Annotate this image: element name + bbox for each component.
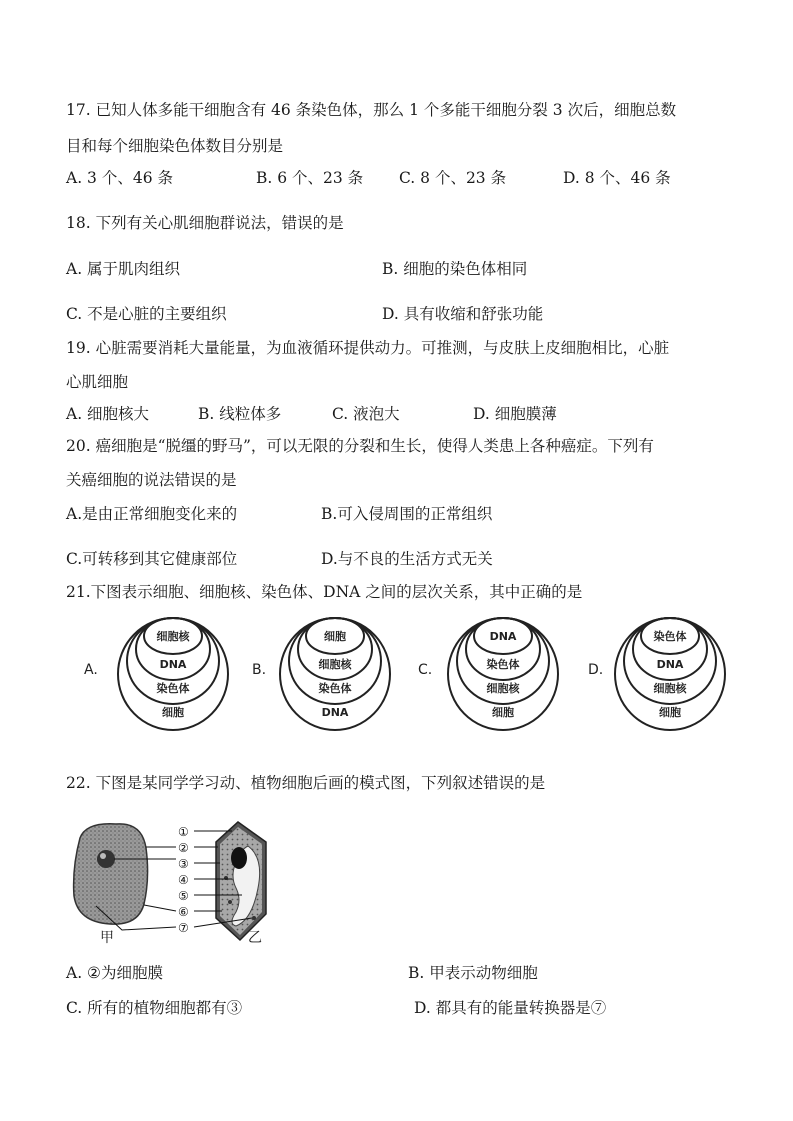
label-2: ②	[178, 841, 189, 855]
diagram-c	[418, 618, 558, 730]
q19-stem-line1: 19. 心脏需要消耗大量能量，为血液循环提供动力。可推测，与皮肤上皮细胞相比，心脏	[66, 339, 670, 357]
q18-option-a: A. 属于肌肉组织	[66, 260, 181, 278]
plant-cell-nucleus	[231, 847, 247, 869]
q20-option-a: A.是由正常细胞变化来的	[66, 505, 238, 523]
q20-stem-line1: 20. 癌细胞是“脱缰的野马”，可以无限的分裂和生长，使得人类患上各种癌症。下列有	[66, 437, 654, 455]
diagram-d-ring-1: 染色体	[653, 630, 687, 643]
diagram-a-ring-4: 细胞	[162, 706, 184, 719]
q18-option-d: D. 具有收缩和舒张功能	[382, 305, 544, 323]
diagram-d-ring-4: 细胞	[659, 706, 681, 719]
q18-stem: 18. 下列有关心肌细胞群说法，错误的是	[66, 214, 344, 232]
diagram-a-ring-1: 细胞核	[156, 630, 190, 643]
q17-option-a: A. 3 个、46 条	[66, 169, 173, 187]
diagram-a-ring-2: DNA	[159, 658, 187, 671]
q22-option-c: C. 所有的植物细胞都有③	[66, 999, 243, 1017]
diagram-c-ring-2: 染色体	[486, 658, 520, 671]
label-6: ⑥	[178, 905, 189, 919]
q20-option-b: B.可入侵周围的正常组织	[321, 505, 493, 523]
label-5: ⑤	[178, 889, 189, 903]
animal-cell	[74, 824, 148, 924]
plant-cell-label: 乙	[248, 930, 262, 946]
diagram-a-letter: A.	[84, 662, 98, 678]
q20-option-d: D.与不良的生活方式无关	[321, 550, 493, 568]
diagram-b-ring-4: DNA	[321, 706, 349, 719]
q20-option-c: C.可转移到其它健康部位	[66, 550, 238, 568]
diagram-d-ring-3: 细胞核	[653, 682, 687, 695]
diagram-d-ring-2: DNA	[656, 658, 684, 671]
diagram-b-ring-2: 细胞核	[318, 658, 352, 671]
label-1: ①	[178, 825, 189, 839]
q19-option-d: D. 细胞膜薄	[473, 405, 557, 423]
q22-option-b: B. 甲表示动物细胞	[408, 964, 538, 982]
q19-option-a: A. 细胞核大	[66, 405, 150, 423]
diagram-c-letter: C.	[418, 662, 433, 678]
q17-option-c: C. 8 个、23 条	[399, 169, 507, 187]
q17-option-b: B. 6 个、23 条	[256, 169, 364, 187]
diagram-c-ring-3: 细胞核	[486, 682, 520, 695]
diagram-c-ring-4: 细胞	[492, 706, 514, 719]
q22-option-a: A. ②为细胞膜	[66, 964, 163, 982]
nested-ellipses-figure	[78, 610, 778, 735]
diagram-a-ring-3: 染色体	[156, 682, 190, 695]
animal-cell-nucleus	[97, 850, 115, 868]
q19-stem-line2: 心肌细胞	[66, 373, 129, 391]
label-markers	[178, 825, 189, 935]
diagram-b	[252, 618, 390, 730]
q19-option-c: C. 液泡大	[332, 405, 400, 423]
q21-diagrams	[78, 610, 778, 735]
q21-stem: 21.下图表示细胞、细胞核、染色体、DNA 之间的层次关系，其中正确的是	[66, 583, 583, 601]
diagram-d	[588, 618, 725, 730]
diagram-a	[84, 618, 228, 730]
diagram-b-ring-3: 染色体	[318, 682, 352, 695]
label-3: ③	[178, 857, 189, 871]
label-7: ⑦	[178, 921, 189, 935]
diagram-b-letter: B.	[252, 662, 267, 678]
q22-stem: 22. 下图是某同学学习动、植物细胞后画的模式图，下列叙述错误的是	[66, 774, 546, 792]
q20-stem-line2: 关癌细胞的说法错误的是	[66, 471, 237, 489]
q22-option-d: D. 都具有的能量转换器是⑦	[414, 999, 607, 1017]
q18-option-c: C. 不是心脏的主要组织	[66, 305, 227, 323]
q17-stem-line2: 目和每个细胞染色体数目分别是	[66, 137, 284, 155]
animal-cell-label: 甲	[100, 930, 114, 946]
q19-option-b: B. 线粒体多	[198, 405, 282, 423]
q17-option-d: D. 8 个、46 条	[563, 169, 671, 187]
q18-option-b: B. 细胞的染色体相同	[382, 260, 528, 278]
diagram-b-ring-1: 细胞	[324, 630, 346, 643]
diagram-c-ring-1: DNA	[489, 630, 517, 643]
label-4: ④	[178, 873, 189, 887]
q17-stem-line1: 17. 已知人体多能干细胞含有 46 条染色体，那么 1 个多能干细胞分裂 3 次后，细胞总数	[66, 101, 677, 119]
diagram-d-letter: D.	[588, 662, 604, 678]
